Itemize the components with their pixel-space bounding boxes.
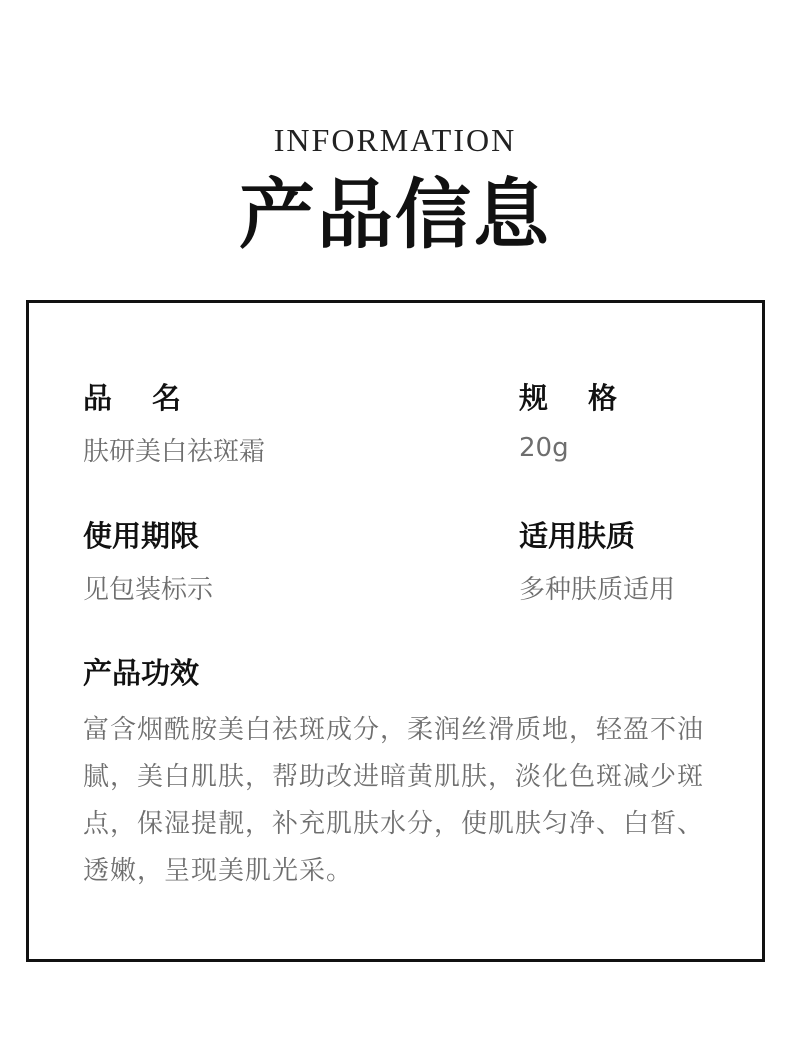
spec-value: 20g <box>519 433 569 463</box>
spec-label: 规格 <box>519 381 658 415</box>
header-title-cn: 产品信息 <box>239 170 551 259</box>
product-name-label: 品名 <box>83 381 222 415</box>
skin-type-value: 多种肤质适用 <box>519 575 676 605</box>
expiry-label: 使用期限 <box>83 519 200 553</box>
info-panel <box>26 300 765 962</box>
effect-label: 产品功效 <box>83 656 200 690</box>
product-name-value: 肤研美白祛斑霜 <box>83 437 266 467</box>
effect-description: 富含烟酰胺美白祛斑成分，柔润丝滑质地，轻盈不油腻，美白肌肤，帮助改进暗黄肌肤，淡化色斑减少斑点，保湿提靓，补充肌肤水分，使肌肤匀净、白皙、透嫩，呈现美肌光采。 <box>83 715 705 886</box>
expiry-value: 见包装标示 <box>83 575 214 605</box>
header-title-en: INFORMATION <box>273 122 517 158</box>
skin-type-label: 适用肤质 <box>519 519 636 553</box>
